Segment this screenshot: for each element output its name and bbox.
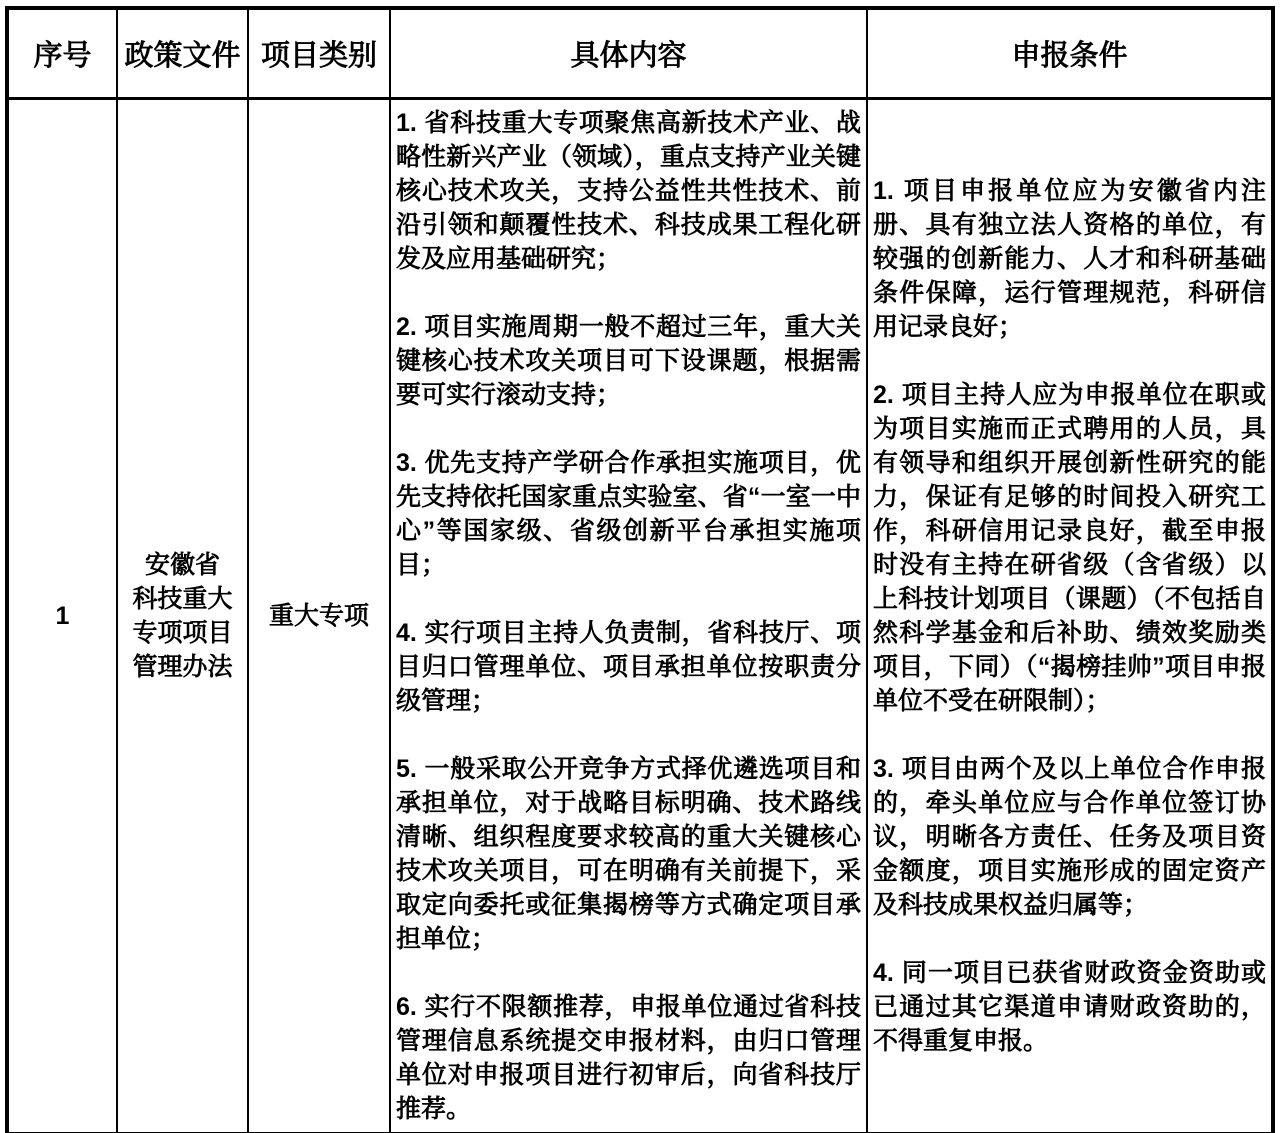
content-paragraph: 3. 优先支持产学研合作承担实施项目，优先支持依托国家重点实验室、省“一室一中心”等国家级、省级创新平台承担实施项目； — [396, 448, 861, 579]
policy-document-line: 专项项目 — [132, 618, 233, 647]
header-index: 序号 — [7, 8, 117, 98]
conditions-paragraph: 2. 项目主持人应为申报单位在职或为项目实施而正式聘用的人员，具有领导和组织开展创新性研究的能力，保证有足够的时间投入研究工作，科研信用记录良好，截至申报时没有主持在研省级（含省级）以上科技计划项目（课题）（不包括自然科学基金和后补助、绩效奖励类项目，下同）（“揭榜挂帅”项目申报单位不受在研限制）； — [873, 380, 1266, 715]
header-project-category: 项目类别 — [248, 8, 390, 98]
table-row — [7, 98, 1273, 1133]
policy-document-line: 安徽省 — [144, 550, 220, 579]
header-content: 具体内容 — [390, 8, 867, 98]
policy-document-line: 管理办法 — [132, 652, 233, 681]
header-policy-document: 政策文件 — [117, 8, 248, 98]
conditions-paragraph: 1. 项目申报单位应为安徽省内注册、具有独立法人资格的单位，有较强的创新能力、人才和科研基础条件保障，运行管理规范，科研信用记录良好； — [873, 176, 1266, 341]
content-paragraph: 4. 实行项目主持人负责制，省科技厅、项目归口管理单位、项目承担单位按职责分级管理； — [396, 618, 861, 715]
policy-document-line: 科技重大 — [132, 584, 233, 613]
cell-conditions — [867, 98, 1273, 1133]
content-paragraph: 6. 实行不限额推荐，申报单位通过省科技管理信息系统提交申报材料，由归口管理单位对申报项目进行初审后，向省科技厅推荐。 — [396, 992, 861, 1123]
header-row — [7, 8, 1273, 98]
cell-index: 1 — [7, 98, 117, 1133]
cell-policy-document — [117, 98, 248, 1133]
conditions-paragraph: 3. 项目由两个及以上单位合作申报的，牵头单位应与合作单位签订协议，明晰各方责任、任务及项目资金额度，项目实施形成的固定资产及科技成果权益归属等； — [873, 754, 1266, 919]
conditions-paragraph: 4. 同一项目已获省财政资金资助或已通过其它渠道申请财政资助的，不得重复申报。 — [873, 958, 1266, 1055]
policy-table — [5, 6, 1275, 1133]
header-conditions: 申报条件 — [867, 8, 1273, 98]
cell-content — [390, 98, 867, 1133]
cell-project-category: 重大专项 — [248, 98, 390, 1133]
content-paragraph: 2. 项目实施周期一般不超过三年，重大关键核心技术攻关项目可下设课题，根据需要可实行滚动支持； — [396, 312, 861, 409]
content-paragraph: 1. 省科技重大专项聚焦高新技术产业、战略性新兴产业（领域），重点支持产业关键核心技术攻关，支持公益性共性技术、前沿引领和颠覆性技术、科技成果工程化研发及应用基础研究； — [396, 108, 861, 273]
content-paragraph: 5. 一般采取公开竞争方式择优遴选项目和承担单位，对于战略目标明确、技术路线清晰、组织程度要求较高的重大关键核心技术攻关项目，可在明确有关前提下，采取定向委托或征集揭榜等方式确定项目承担单位； — [396, 754, 861, 953]
